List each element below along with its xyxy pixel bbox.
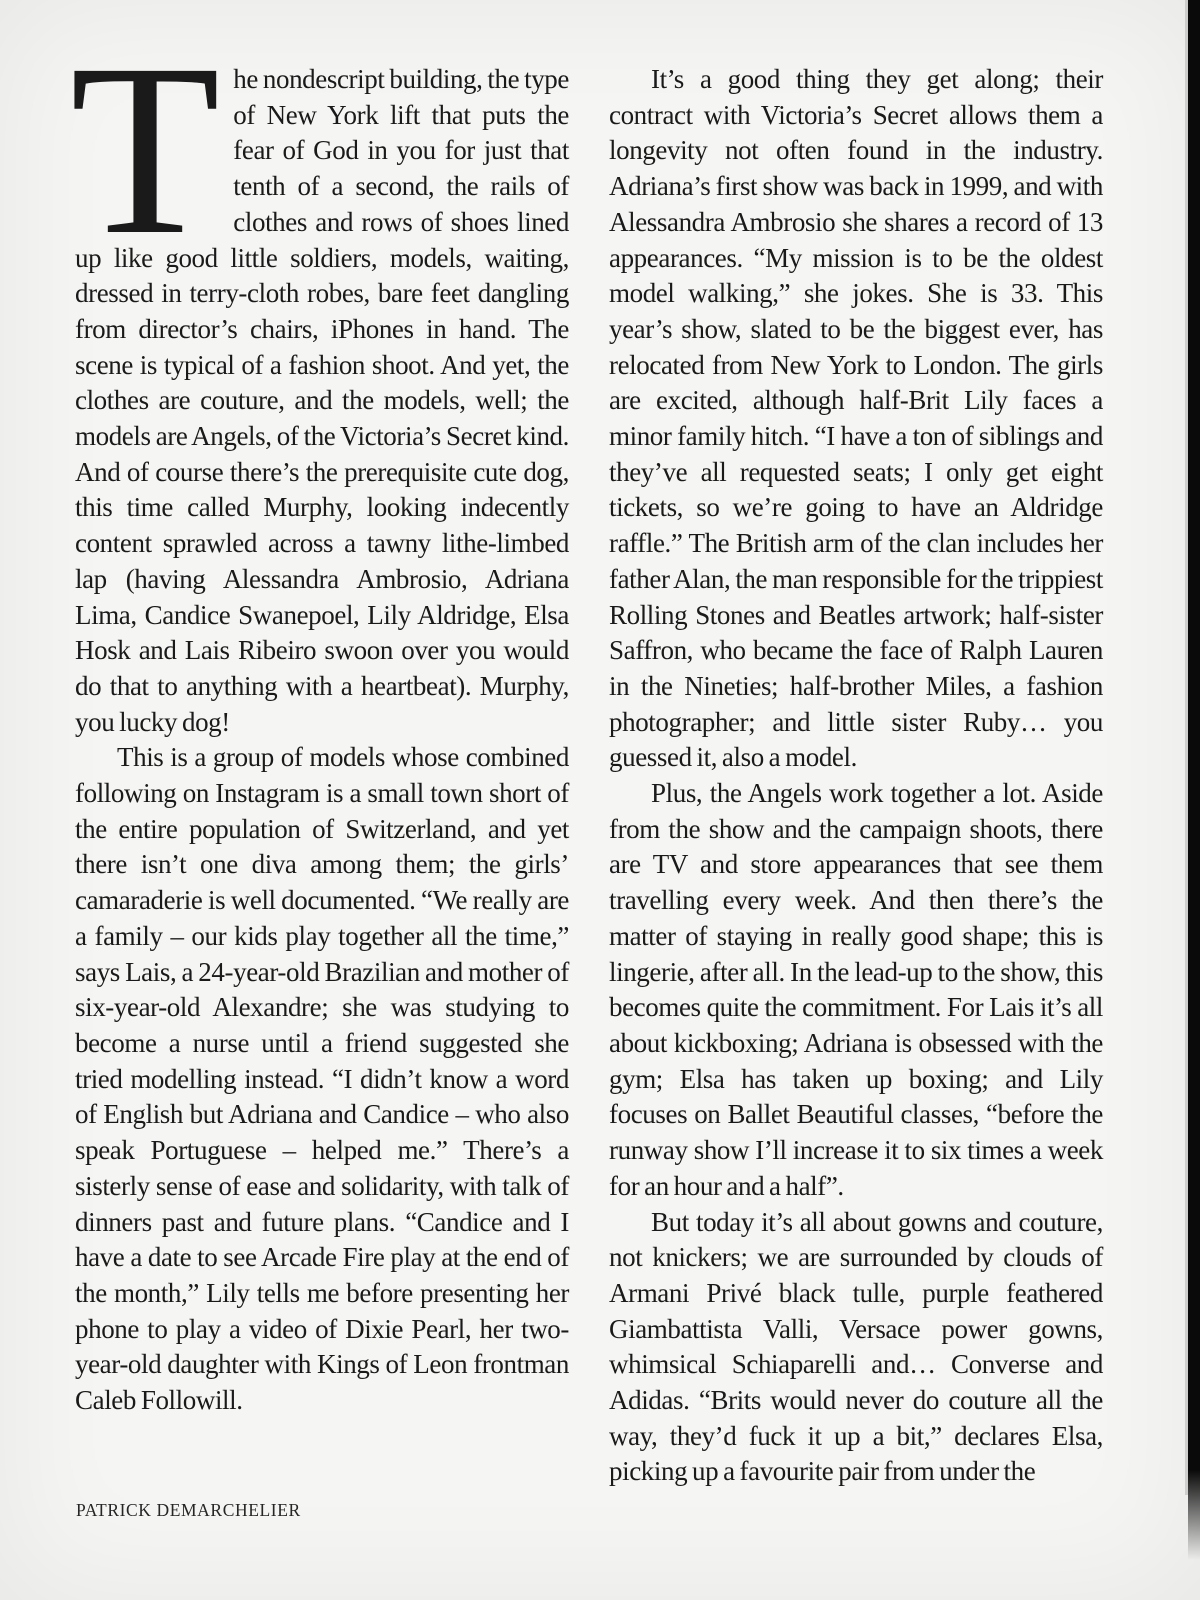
paragraph: It’s a good thing they get along; their contract with Victoria’s Secret allows them a longevity not often found in the industry. Adriana’s first show was back in 1999, and with Alessandra Ambrosio she shares a record of 13 appearances. “My mission is to be the oldest model walking,” she jokes. She is 33. This year’s show, slated to be the biggest ever, has relocated from New York to London. The girls are excited, although half-Brit Lily faces a minor family hitch. “I have a ton of siblings and they’ve all requested seats; I only get eight tickets, so we’re going to have an Aldridge raffle.” The British arm of the clan includes her father Alan, the man responsible for the trippiest Rolling Stones and Beatles artwork; half-sister Saffron, who became the face of Ralph Lauren in the Nineties; half-brother Miles, a fashion photographer; and little sister Ruby… you guessed it, also a model.	[609, 64, 1103, 773]
paragraph: But today it’s all about gowns and couture, not knickers; we are surrounded by clouds of Armani Privé black tulle, purple feathered Giambattista Valli, Versace power gowns, whimsical Schiaparelli and… Converse and Adidas. “Brits would never do couture all the way, they’d fuck it up a bit,” declares Elsa, picking up a favourite pair from under the	[609, 1206, 1103, 1487]
article-columns	[70, 14, 1103, 1490]
photographer-credit: PATRICK DEMARCHELIER	[76, 1500, 301, 1520]
paragraph: This is a group of models whose combined following on Instagram is a small town short of the entire population of Switzerland, and yet there isn’t one diva among them; the girls’ camaraderie is well documented. “We really are a family – our kids play together all the time,” says Lais, a 24-year-old Brazilian and mother of six-year-old Alexandre; she was studying to become a nurse until a friend suggested she tried modelling instead. “I didn’t know a word of English but Adriana and Candice – who also speak Portuguese – helped me.” There’s a sisterly sense of ease and solidarity, with talk of dinners past and future plans. “Candice and I have a date to see Arcade Fire play at the end of the month,” Lily tells me before presenting her phone to play a video of Dixie Pearl, her two-year-old daughter with Kings of Leon frontman Caleb Followill.	[75, 742, 569, 1416]
opening-paragraph-text: he nondescript building, the type of New York lift that puts the fear of God in you for just that tenth of a second, the rails of clothes and rows of shoes lined up like good little soldiers, models, waiting, dressed in terry-cloth robes, bare feet dangling from director’s chairs, iPhones in hand. The scene is typical of a fashion shoot. And yet, the clothes are couture, and the models, well; the models are Angels, of the Victoria’s Secret kind. And of course there’s the prerequisite cute dog, this time called Murphy, looking indecently content sprawled across a tawny lithe-limbed lap (having Alessandra Ambrosio, Adriana Lima, Candice Swanepoel, Lily Aldridge, Elsa Hosk and Lais Ribeiro swoon over you would do that to anything with a heartbeat). Murphy, you lucky dog!	[75, 64, 569, 737]
left-column	[70, 14, 569, 1490]
opening-paragraph	[70, 14, 569, 740]
paragraph: Plus, the Angels work together a lot. Aside from the show and the campaign shoots, there are TV and store appearances that see them travelling every week. And then there’s the matter of staying in really good shape; this is lingerie, after all. In the lead-up to the show, this becomes quite the commitment. For Lais it’s all about kickboxing; Adriana is obsessed with the gym; Elsa has taken up boxing; and Lily focuses on Ballet Beautiful classes, “before the runway show I’ll increase it to six times a week for an hour and a half”.	[609, 778, 1103, 1201]
page-edge-shadow	[1188, 0, 1200, 1600]
drop-cap-letter: T	[70, 14, 221, 286]
right-column	[609, 62, 1103, 1490]
